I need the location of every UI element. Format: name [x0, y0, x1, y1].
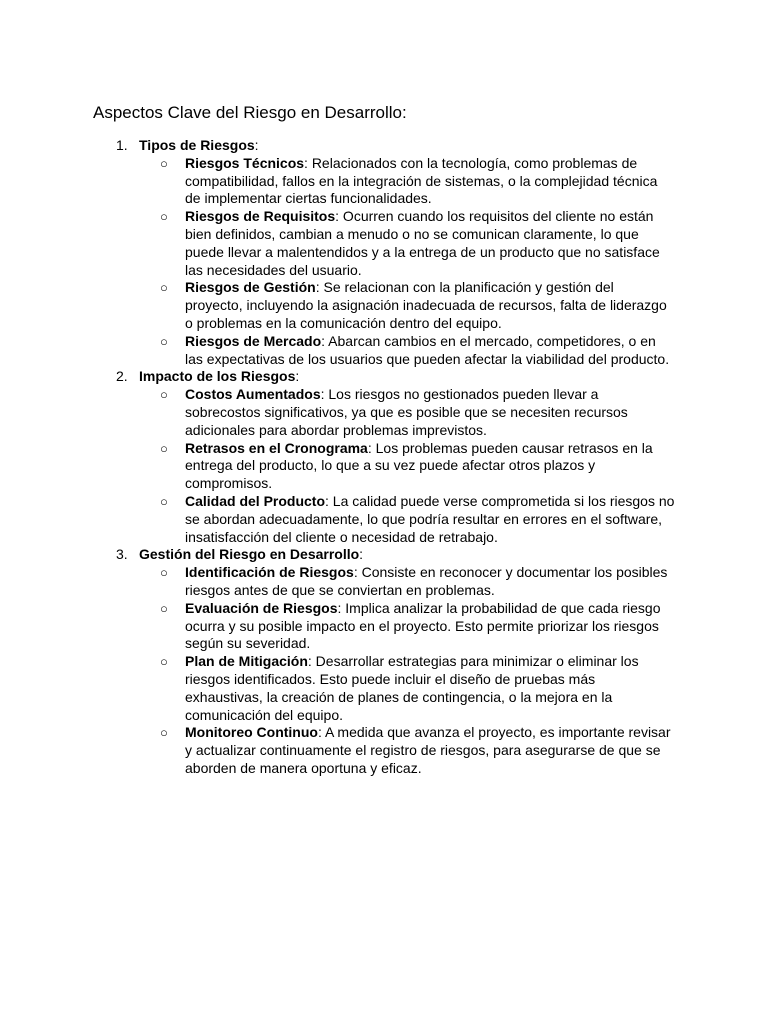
- item-term: Retrasos en el Cronograma: [185, 439, 368, 456]
- list-item: [0, 440, 675, 493]
- list-item: [0, 208, 675, 279]
- hollow-circle-bullet-icon: ○: [160, 565, 168, 581]
- sub-list: [0, 386, 768, 546]
- item-term: Plan de Mitigación: [185, 653, 308, 670]
- item-description: : Relacionados con la tecnología, como problemas de compatibilidad, fallos en la integración de sistemas, o la complejidad técnica de implementar ciertas funcionalidades.: [185, 154, 658, 207]
- section-title: Impacto de los Riesgos: [139, 368, 296, 385]
- outline-section: [0, 368, 768, 546]
- hollow-circle-bullet-icon: ○: [160, 280, 168, 296]
- item-description: : Abarcan cambios en el mercado, competidores, o en las expectativas de los usuarios que pueden afectar la viabilidad del producto.: [185, 332, 670, 367]
- section-title-colon: :: [254, 137, 259, 153]
- item-term: Riesgos Técnicos: [185, 154, 305, 171]
- list-item: [0, 564, 675, 600]
- item-term: Calidad del Producto: [185, 492, 326, 509]
- item-term: Riesgos de Requisitos: [185, 208, 336, 225]
- item-description: : Consiste en reconocer y documentar los posibles riesgos antes de que se conviertan en problemas.: [185, 564, 668, 598]
- item-term: Costos Aumentados: [185, 386, 321, 403]
- item-term: Evaluación de Riesgos: [185, 599, 338, 616]
- outline-section: [0, 546, 768, 777]
- item-description: : Ocurren cuando los requisitos del cliente no están bien definidos, cambian a menudo o no se comunican claramente, lo que puede llevar a malentendidos y a la entrega de un producto que no satisface las necesidades del usuario.: [185, 208, 660, 278]
- list-item: [0, 386, 675, 439]
- hollow-circle-bullet-icon: ○: [160, 440, 168, 456]
- item-description: : Implica analizar la probabilidad de que cada riesgo ocurra y su posible impacto en el proyecto. Esto permite priorizar los riesgos según su severidad.: [185, 599, 661, 652]
- section-title: Gestión del Riesgo en Desarrollo: [139, 546, 360, 563]
- numbered-outline: [0, 137, 768, 778]
- section-heading: [0, 368, 768, 386]
- list-item: [0, 155, 675, 208]
- item-description: : Desarrollar estrategias para minimizar o eliminar los riesgos identificados. Esto puede incluir el diseño de pruebas más exhaustivas, la creación de planes de contingencia, o la mejora en la comunicación del equipo.: [185, 653, 639, 723]
- section-heading: [0, 137, 768, 155]
- hollow-circle-bullet-icon: ○: [160, 725, 168, 741]
- hollow-circle-bullet-icon: ○: [160, 600, 168, 616]
- section-number: 3.: [116, 546, 128, 563]
- sub-list: [0, 155, 768, 369]
- list-item: [0, 653, 675, 724]
- hollow-circle-bullet-icon: ○: [160, 209, 168, 225]
- hollow-circle-bullet-icon: ○: [160, 155, 168, 171]
- item-description: : Los problemas pueden causar retrasos en la entrega del producto, lo que a su vez puede afectar otros plazos y compromisos.: [185, 439, 653, 492]
- page-title: Aspectos Clave del Riesgo en Desarrollo:: [93, 103, 407, 122]
- sub-list: [0, 564, 768, 778]
- item-description: : Los riesgos no gestionados pueden llevar a sobrecostos significativos, ya que es posible que se necesiten recursos adicionales para abordar problemas imprevistos.: [185, 386, 628, 438]
- outline-section: [0, 137, 768, 368]
- section-number: 2.: [116, 368, 128, 385]
- item-description: : A medida que avanza el proyecto, es importante revisar y actualizar continuamente el registro de riesgos, para asegurarse de que se aborden de manera oportuna y eficaz.: [185, 724, 671, 776]
- list-item: [0, 279, 675, 332]
- section-title-colon: :: [295, 368, 300, 385]
- item-term: Monitoreo Continuo: [185, 724, 318, 741]
- item-description: : Se relacionan con la planificación y gestión del proyecto, incluyendo la asignación inadecuada de recursos, falta de liderazgo o problemas en la comunicación dentro del equipo.: [185, 279, 667, 331]
- hollow-circle-bullet-icon: ○: [160, 654, 168, 670]
- section-heading: [0, 546, 768, 564]
- section-title: Tipos de Riesgos: [139, 137, 255, 153]
- item-term: Riesgos de Gestión: [185, 279, 316, 296]
- section-number: 1.: [116, 137, 128, 153]
- section-title-colon: :: [359, 546, 364, 563]
- list-item: [0, 724, 675, 777]
- item-term: Riesgos de Mercado: [185, 332, 322, 349]
- list-item: [0, 600, 675, 653]
- item-term: Identificación de Riesgos: [185, 564, 354, 581]
- list-item: [0, 333, 675, 369]
- item-description: : La calidad puede verse comprometida si los riesgos no se abordan adecuadamente, lo que podría resultar en errores en el software, insatisfacción del cliente o necesidad de retrabajo.: [185, 492, 675, 545]
- hollow-circle-bullet-icon: ○: [160, 333, 168, 349]
- list-item: [0, 493, 675, 546]
- hollow-circle-bullet-icon: ○: [160, 387, 168, 403]
- hollow-circle-bullet-icon: ○: [160, 493, 168, 509]
